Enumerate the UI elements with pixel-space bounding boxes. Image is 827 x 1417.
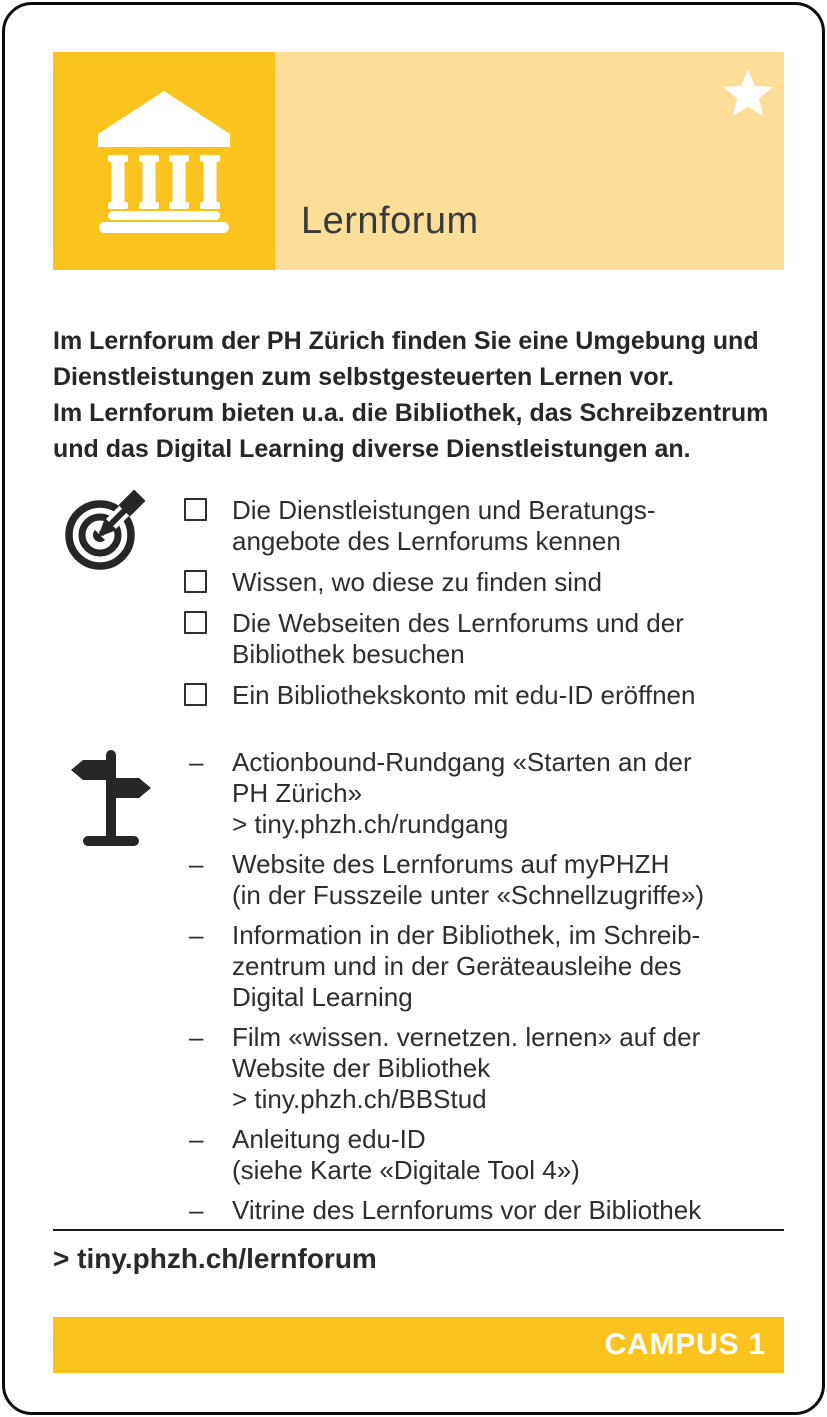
text-line: angebote des Lernforums kennen [232, 526, 621, 556]
campus-badge: CAMPUS 1 [604, 1328, 766, 1361]
text-line: (in der Fusszeile unter «Schnellzugriffe») [232, 880, 705, 910]
dash-bullet: – [189, 849, 204, 879]
text-line: Bibliothek besuchen [232, 639, 465, 669]
list-item [184, 1022, 769, 1115]
text-line: Die Webseiten des Lernforums und der [232, 608, 684, 638]
list-item [184, 747, 769, 840]
checklist-item [184, 495, 769, 557]
list-item [184, 1195, 769, 1226]
signpost-icon [65, 748, 157, 848]
text-line: zentrum und in der Geräteausleihe des [232, 951, 682, 981]
checklist-item-text [232, 495, 655, 557]
dash-bullet: – [189, 1022, 204, 1052]
checkbox[interactable] [184, 683, 207, 706]
list-item [184, 1124, 769, 1186]
intro-line: und das Digital Learning diverse Dienstleistungen an. [53, 435, 691, 463]
header-icon-box [53, 52, 275, 270]
intro-text [53, 323, 784, 467]
list-item-text [232, 849, 704, 911]
footer-url-link[interactable]: > tiny.phzh.ch/lernforum [53, 1243, 377, 1274]
text-line: Website des Lernforums auf myPHZH [232, 849, 670, 879]
dash-bullet: – [189, 920, 204, 950]
intro-line: Im Lernforum der PH Zürich finden Sie eine Umgebung und [53, 327, 759, 355]
text-line: (siehe Karte «Digitale Tool 4») [232, 1155, 580, 1185]
dash-bullet: – [189, 1195, 204, 1225]
text-line: Website der Bibliothek [232, 1053, 491, 1083]
campus-bar [53, 1317, 784, 1373]
text-line: Information in der Bibliothek, im Schreib- [232, 920, 701, 950]
list-item-text [232, 747, 692, 840]
card-header [53, 52, 784, 270]
list-item [184, 920, 769, 1013]
star-icon [722, 67, 774, 118]
resources-section [5, 743, 825, 1235]
goals-list [184, 483, 769, 711]
text-line: Digital Learning [232, 982, 413, 1012]
checkbox[interactable] [184, 498, 207, 521]
list-item-text [232, 920, 700, 1013]
resources-list [184, 743, 769, 1226]
text-line: Vitrine des Lernforums vor der Bibliothek [232, 1195, 702, 1225]
checkbox[interactable] [184, 611, 207, 634]
text-line: Ein Bibliothekskonto mit edu-ID eröffnen [232, 680, 696, 710]
lernforum-card [2, 2, 825, 1415]
list-item [184, 849, 769, 911]
checklist-item-text [232, 608, 684, 670]
intro-line: Dienstleistungen zum selbstgesteuerten Lernen vor. [53, 363, 674, 391]
text-line: Die Dienstleistungen und Beratungs- [232, 495, 656, 525]
list-item-text [232, 1022, 700, 1115]
text-line: PH Zürich» [232, 778, 363, 808]
checklist-item-text [232, 567, 602, 598]
intro-line: Im Lernforum bieten u.a. die Bibliothek, das Schreibzentrum [53, 399, 769, 427]
checklist-item [184, 608, 769, 670]
url-link[interactable]: > tiny.phzh.ch/rundgang [232, 809, 509, 839]
checkbox[interactable] [184, 570, 207, 593]
list-item-text [232, 1124, 580, 1186]
checklist-item [184, 680, 769, 711]
page-title: Lernforum [301, 200, 479, 242]
list-item-text [232, 1195, 701, 1226]
url-link[interactable]: > tiny.phzh.ch/BBStud [232, 1084, 487, 1114]
bank-building-icon [94, 89, 234, 233]
text-line: Anleitung edu-ID [232, 1124, 426, 1154]
checklist-item-text [232, 680, 695, 711]
goals-section [5, 483, 825, 721]
text-line: Actionbound-Rundgang «Starten an der [232, 747, 692, 777]
dash-bullet: – [189, 1124, 204, 1154]
footer-divider [53, 1229, 784, 1231]
checklist-item [184, 567, 769, 598]
target-icon [62, 485, 150, 573]
text-line: Film «wissen. vernetzen. lernen» auf der [232, 1022, 701, 1052]
dash-bullet: – [189, 747, 204, 777]
header-title-box [275, 52, 784, 270]
text-line: Wissen, wo diese zu finden sind [232, 567, 602, 597]
